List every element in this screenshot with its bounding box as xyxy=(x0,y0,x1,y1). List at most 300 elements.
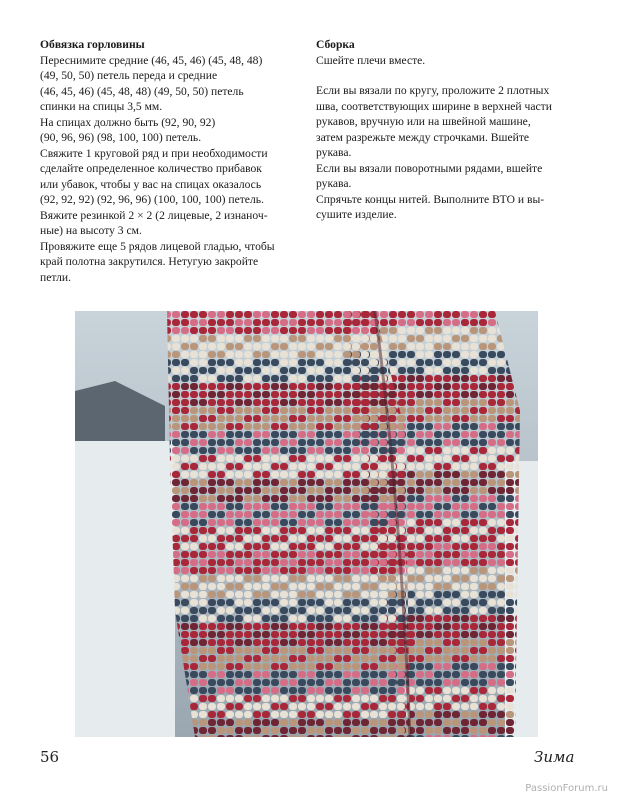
knit-stitch xyxy=(506,439,514,446)
knit-stitch xyxy=(307,623,315,630)
knit-stitch xyxy=(425,479,433,486)
knit-stitch xyxy=(172,463,180,470)
knit-stitch xyxy=(388,655,396,662)
knit-stitch xyxy=(199,727,207,734)
knit-stitch xyxy=(208,671,216,678)
knit-stitch xyxy=(235,311,243,318)
knit-stitch xyxy=(289,663,297,670)
knit-stitch xyxy=(334,311,342,318)
knit-stitch xyxy=(262,367,270,374)
knit-stitch xyxy=(461,727,469,734)
knit-stitch xyxy=(343,631,351,638)
knit-stitch xyxy=(199,359,207,366)
knit-stitch xyxy=(506,615,514,622)
knit-stitch xyxy=(370,351,378,358)
knit-stitch xyxy=(352,391,360,398)
knit-stitch xyxy=(361,623,369,630)
knit-stitch xyxy=(416,311,424,318)
knit-stitch xyxy=(479,647,487,654)
knit-stitch xyxy=(407,583,415,590)
knit-stitch xyxy=(425,463,433,470)
knit-stitch xyxy=(425,455,433,462)
knit-stitch xyxy=(479,631,487,638)
knit-stitch xyxy=(217,615,225,622)
knit-stitch xyxy=(388,399,396,406)
knit-stitch xyxy=(434,351,442,358)
knit-stitch xyxy=(316,407,324,414)
knit-stitch xyxy=(271,591,279,598)
knit-stitch xyxy=(325,607,333,614)
knit-stitch xyxy=(307,527,315,534)
knit-stitch xyxy=(461,703,469,710)
knit-stitch xyxy=(361,559,369,566)
knit-stitch xyxy=(497,479,505,486)
knit-stitch xyxy=(397,703,405,710)
knit-stitch xyxy=(488,359,496,366)
knit-stitch xyxy=(506,727,514,734)
knit-stitch xyxy=(316,431,324,438)
knit-stitch xyxy=(379,527,387,534)
knit-stitch xyxy=(235,511,243,518)
knit-stitch xyxy=(253,487,261,494)
knit-stitch xyxy=(506,719,514,726)
knit-stitch xyxy=(334,375,342,382)
knit-stitch xyxy=(208,455,216,462)
knit-stitch xyxy=(334,647,342,654)
knit-stitch xyxy=(488,479,496,486)
knit-stitch xyxy=(190,503,198,510)
knit-stitch xyxy=(506,703,514,710)
knit-stitch xyxy=(352,423,360,430)
knit-stitch xyxy=(352,487,360,494)
knit-stitch xyxy=(443,575,451,582)
knit-stitch xyxy=(461,551,469,558)
knit-stitch xyxy=(190,359,198,366)
knit-stitch xyxy=(235,519,243,526)
knit-stitch xyxy=(307,591,315,598)
knit-stitch xyxy=(316,503,324,510)
knit-stitch xyxy=(497,671,505,678)
knit-stitch xyxy=(497,639,505,646)
knit-stitch xyxy=(370,575,378,582)
knit-stitch xyxy=(488,407,496,414)
knit-stitch xyxy=(244,487,252,494)
knit-stitch xyxy=(407,399,415,406)
knit-stitch xyxy=(470,367,478,374)
knit-stitch xyxy=(172,391,180,398)
knit-stitch xyxy=(488,655,496,662)
knit-stitch xyxy=(244,703,252,710)
knit-stitch xyxy=(416,431,424,438)
knit-stitch xyxy=(479,327,487,334)
knit-stitch xyxy=(217,543,225,550)
knit-stitch xyxy=(253,615,261,622)
knit-stitch xyxy=(506,463,514,470)
knit-stitch xyxy=(316,575,324,582)
knit-stitch xyxy=(407,471,415,478)
knit-stitch xyxy=(298,359,306,366)
knit-stitch xyxy=(334,607,342,614)
knit-stitch xyxy=(416,383,424,390)
knit-stitch xyxy=(181,431,189,438)
knit-stitch xyxy=(452,471,460,478)
knit-stitch xyxy=(307,575,315,582)
knit-stitch xyxy=(434,535,442,542)
knit-stitch xyxy=(470,431,478,438)
knit-stitch xyxy=(226,631,234,638)
knit-stitch xyxy=(280,639,288,646)
knit-stitch xyxy=(470,655,478,662)
knit-stitch xyxy=(452,575,460,582)
knit-stitch xyxy=(443,447,451,454)
knit-stitch xyxy=(289,551,297,558)
knit-stitch xyxy=(361,695,369,702)
knit-stitch xyxy=(407,551,415,558)
knit-stitch xyxy=(361,527,369,534)
knit-stitch xyxy=(316,311,324,318)
knit-stitch xyxy=(271,623,279,630)
knit-stitch xyxy=(352,519,360,526)
knit-stitch xyxy=(470,551,478,558)
knit-stitch xyxy=(217,511,225,518)
knit-stitch xyxy=(226,311,234,318)
knit-stitch xyxy=(343,655,351,662)
knit-stitch xyxy=(217,535,225,542)
knit-stitch xyxy=(217,727,225,734)
knit-stitch xyxy=(361,439,369,446)
knit-stitch xyxy=(497,703,505,710)
right-column xyxy=(316,37,578,223)
knit-stitch xyxy=(325,455,333,462)
knit-stitch xyxy=(506,591,514,598)
knit-stitch xyxy=(461,655,469,662)
knit-stitch xyxy=(479,319,487,326)
knit-stitch xyxy=(244,351,252,358)
knit-stitch xyxy=(235,719,243,726)
knit-stitch xyxy=(316,719,324,726)
knit-stitch xyxy=(217,607,225,614)
knit-stitch xyxy=(343,663,351,670)
knit-stitch xyxy=(461,599,469,606)
knit-stitch xyxy=(307,399,315,406)
knit-stitch xyxy=(497,495,505,502)
knit-stitch xyxy=(217,439,225,446)
knit-stitch xyxy=(334,591,342,598)
knit-stitch xyxy=(289,711,297,718)
knit-stitch xyxy=(190,567,198,574)
knit-stitch xyxy=(289,655,297,662)
knit-stitch xyxy=(325,399,333,406)
knit-stitch xyxy=(271,423,279,430)
knit-stitch xyxy=(226,527,234,534)
knit-stitch xyxy=(334,527,342,534)
knit-stitch xyxy=(352,703,360,710)
knit-stitch xyxy=(416,495,424,502)
knit-stitch xyxy=(316,631,324,638)
knit-stitch xyxy=(388,623,396,630)
knit-stitch xyxy=(479,527,487,534)
knit-stitch xyxy=(244,535,252,542)
knit-stitch xyxy=(379,503,387,510)
knit-stitch xyxy=(479,559,487,566)
knit-stitch xyxy=(497,727,505,734)
section-heading-assembly: Сборка xyxy=(316,38,355,51)
knit-stitch xyxy=(226,415,234,422)
knit-stitch xyxy=(352,719,360,726)
knit-stitch xyxy=(190,679,198,686)
knit-stitch xyxy=(370,367,378,374)
knit-stitch xyxy=(452,495,460,502)
knit-stitch xyxy=(325,647,333,654)
knit-stitch xyxy=(343,327,351,334)
knit-stitch xyxy=(470,599,478,606)
knit-stitch xyxy=(271,503,279,510)
knit-stitch xyxy=(280,455,288,462)
knit-stitch xyxy=(307,671,315,678)
knit-stitch xyxy=(280,431,288,438)
knit-stitch xyxy=(262,447,270,454)
knit-stitch xyxy=(470,607,478,614)
knit-stitch xyxy=(479,455,487,462)
knit-stitch xyxy=(443,687,451,694)
knit-stitch xyxy=(316,679,324,686)
knit-stitch xyxy=(452,727,460,734)
knit-stitch xyxy=(443,311,451,318)
knit-stitch xyxy=(361,511,369,518)
knit-stitch xyxy=(407,495,415,502)
knit-stitch xyxy=(379,495,387,502)
knit-stitch xyxy=(208,487,216,494)
knit-stitch xyxy=(280,559,288,566)
knit-stitch xyxy=(470,415,478,422)
knit-stitch xyxy=(280,439,288,446)
knit-stitch xyxy=(397,671,405,678)
knit-stitch xyxy=(307,639,315,646)
knit-stitch xyxy=(298,463,306,470)
knit-stitch xyxy=(461,375,469,382)
knit-stitch xyxy=(226,599,234,606)
text-line: (90, 96, 96) (98, 100, 100) петель. xyxy=(40,131,202,144)
knit-stitch xyxy=(488,583,496,590)
knit-stitch xyxy=(506,631,514,638)
knit-stitch xyxy=(235,559,243,566)
knit-stitch xyxy=(289,447,297,454)
knit-stitch xyxy=(190,511,198,518)
knit-stitch xyxy=(253,447,261,454)
knit-stitch xyxy=(343,399,351,406)
knit-stitch xyxy=(343,623,351,630)
knit-stitch xyxy=(506,391,514,398)
knit-stitch xyxy=(253,519,261,526)
knit-stitch xyxy=(235,607,243,614)
knit-stitch xyxy=(181,463,189,470)
knit-stitch xyxy=(407,511,415,518)
knit-stitch xyxy=(370,519,378,526)
knit-stitch xyxy=(470,663,478,670)
knit-stitch xyxy=(388,559,396,566)
knit-stitch xyxy=(434,311,442,318)
knit-stitch xyxy=(497,375,505,382)
knit-stitch xyxy=(343,575,351,582)
knit-stitch xyxy=(443,623,451,630)
knit-stitch xyxy=(298,375,306,382)
knit-stitch xyxy=(181,559,189,566)
knit-stitch xyxy=(361,615,369,622)
knit-stitch xyxy=(244,607,252,614)
knit-stitch xyxy=(307,655,315,662)
knit-stitch xyxy=(244,455,252,462)
knit-stitch xyxy=(271,703,279,710)
knit-stitch xyxy=(434,663,442,670)
knit-stitch xyxy=(443,423,451,430)
knit-stitch xyxy=(217,415,225,422)
knit-stitch xyxy=(352,711,360,718)
knit-stitch xyxy=(343,367,351,374)
knit-stitch xyxy=(325,567,333,574)
knit-stitch xyxy=(370,639,378,646)
knit-stitch xyxy=(334,447,342,454)
knit-stitch xyxy=(307,599,315,606)
knit-stitch xyxy=(181,631,189,638)
knit-stitch xyxy=(488,679,496,686)
knit-stitch xyxy=(461,567,469,574)
knit-stitch xyxy=(325,671,333,678)
knit-stitch xyxy=(479,495,487,502)
knit-stitch xyxy=(388,703,396,710)
knit-stitch xyxy=(190,695,198,702)
knit-stitch xyxy=(226,711,234,718)
knit-stitch xyxy=(244,471,252,478)
knit-stitch xyxy=(316,567,324,574)
knit-stitch xyxy=(416,415,424,422)
knit-stitch xyxy=(298,543,306,550)
knit-stitch xyxy=(325,575,333,582)
knit-stitch xyxy=(425,631,433,638)
knit-stitch xyxy=(370,503,378,510)
knit-stitch xyxy=(298,631,306,638)
knit-stitch xyxy=(497,583,505,590)
knit-stitch xyxy=(334,343,342,350)
knit-stitch xyxy=(443,463,451,470)
knit-stitch xyxy=(488,319,496,326)
knit-stitch xyxy=(361,607,369,614)
knit-stitch xyxy=(226,559,234,566)
knit-stitch xyxy=(172,527,180,534)
knit-stitch xyxy=(181,607,189,614)
knit-stitch xyxy=(361,687,369,694)
knit-stitch xyxy=(253,711,261,718)
knit-stitch xyxy=(280,543,288,550)
text-line: шва, соответствующих ширине в верхней части xyxy=(316,99,552,113)
knit-stitch xyxy=(407,567,415,574)
knit-stitch xyxy=(479,639,487,646)
knit-stitch xyxy=(506,527,514,534)
knit-stitch xyxy=(253,383,261,390)
knit-stitch xyxy=(307,511,315,518)
knit-stitch xyxy=(443,711,451,718)
knit-stitch xyxy=(208,639,216,646)
knit-stitch xyxy=(407,535,415,542)
knit-stitch xyxy=(388,391,396,398)
knit-stitch xyxy=(343,439,351,446)
knit-stitch xyxy=(388,599,396,606)
knit-stitch xyxy=(307,463,315,470)
knit-stitch xyxy=(181,383,189,390)
knit-stitch xyxy=(262,423,270,430)
knit-stitch xyxy=(452,695,460,702)
knit-stitch xyxy=(370,383,378,390)
knit-stitch xyxy=(289,519,297,526)
knit-stitch xyxy=(470,511,478,518)
knit-stitch xyxy=(398,383,406,390)
knit-stitch xyxy=(479,663,487,670)
knit-stitch xyxy=(361,359,369,366)
knit-stitch xyxy=(470,727,478,734)
knit-stitch xyxy=(262,383,270,390)
knit-stitch xyxy=(470,583,478,590)
knit-stitch xyxy=(470,567,478,574)
knit-stitch xyxy=(226,407,234,414)
knit-stitch xyxy=(361,631,369,638)
knit-stitch xyxy=(488,527,496,534)
knit-stitch xyxy=(172,511,180,518)
knit-stitch xyxy=(235,687,243,694)
knit-stitch xyxy=(226,383,234,390)
knit-stitch xyxy=(280,527,288,534)
knit-stitch xyxy=(425,511,433,518)
knit-stitch xyxy=(262,439,270,446)
knit-stitch xyxy=(479,607,487,614)
knit-stitch xyxy=(416,719,424,726)
knit-stitch xyxy=(226,487,234,494)
knit-stitch xyxy=(452,639,460,646)
knit-stitch xyxy=(497,471,505,478)
knit-stitch xyxy=(479,711,487,718)
knit-stitch xyxy=(416,471,424,478)
knit-stitch xyxy=(379,687,387,694)
knit-stitch xyxy=(343,727,351,734)
knit-stitch xyxy=(497,607,505,614)
knit-stitch xyxy=(307,319,315,326)
knit-stitch xyxy=(352,679,360,686)
knit-stitch xyxy=(325,447,333,454)
knit-stitch xyxy=(443,391,451,398)
knit-stitch xyxy=(434,487,442,494)
knit-stitch xyxy=(316,591,324,598)
knit-stitch xyxy=(289,479,297,486)
knit-stitch xyxy=(407,615,415,622)
knit-stitch xyxy=(199,655,207,662)
knit-stitch xyxy=(379,511,387,518)
knit-stitch xyxy=(280,711,288,718)
knit-stitch xyxy=(334,423,342,430)
knit-stitch xyxy=(388,639,396,646)
knit-stitch xyxy=(172,335,180,342)
knit-stitch xyxy=(479,719,487,726)
knit-stitch xyxy=(434,623,442,630)
knit-stitch xyxy=(316,455,324,462)
knit-stitch xyxy=(280,671,288,678)
knit-stitch xyxy=(352,367,360,374)
knit-stitch xyxy=(235,535,243,542)
knit-stitch xyxy=(443,647,451,654)
knit-stitch xyxy=(226,511,234,518)
knit-stitch xyxy=(370,463,378,470)
knit-stitch xyxy=(262,647,270,654)
knit-stitch xyxy=(361,567,369,574)
knit-stitch xyxy=(488,351,496,358)
knit-stitch xyxy=(434,583,442,590)
